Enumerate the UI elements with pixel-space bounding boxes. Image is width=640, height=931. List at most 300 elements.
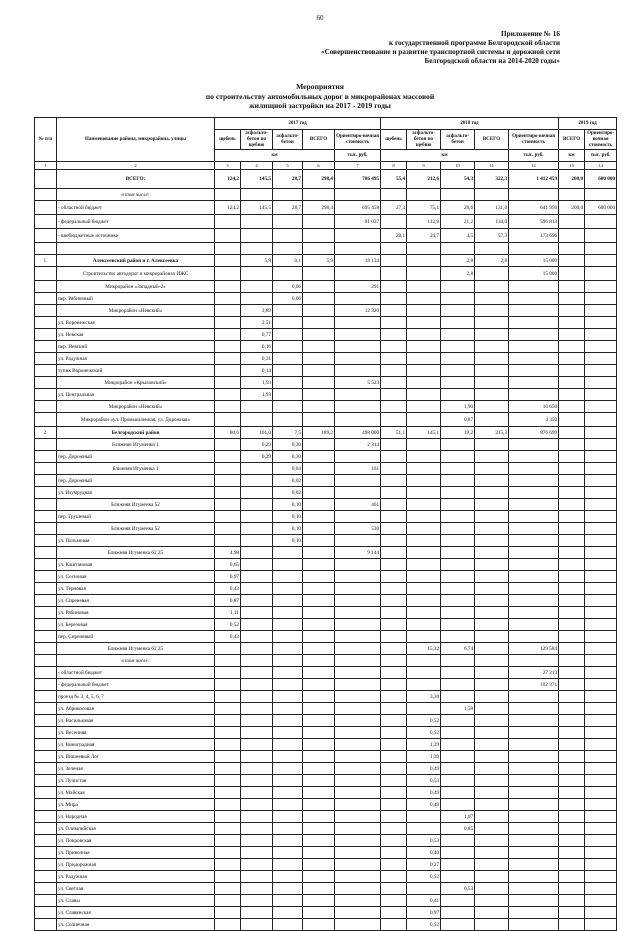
- table-row: [35, 859, 617, 871]
- value-cell: [335, 739, 381, 751]
- value-cell: [559, 871, 585, 883]
- value-cell: [273, 883, 303, 895]
- row-name-cell: - областной бюджет: [57, 667, 215, 679]
- value-cell: [381, 775, 407, 787]
- value-cell: [585, 643, 617, 655]
- value-cell: [585, 871, 617, 883]
- value-cell: [381, 463, 407, 475]
- value-cell: 0,87: [441, 413, 475, 427]
- value-cell: [585, 377, 617, 389]
- header-asphalt: асфальто-бетон: [441, 130, 475, 150]
- value-cell: 0,43: [215, 583, 241, 595]
- row-number-cell: [35, 401, 57, 413]
- value-cell: [441, 439, 475, 451]
- value-cell: [509, 341, 559, 353]
- value-cell: [585, 215, 617, 229]
- value-cell: [585, 859, 617, 871]
- value-cell: [559, 305, 585, 317]
- value-cell: [215, 463, 241, 475]
- value-cell: [585, 811, 617, 823]
- value-cell: [509, 451, 559, 463]
- value-cell: [335, 535, 381, 547]
- value-cell: [559, 487, 585, 499]
- title-line: жилищной застройки на 2017 - 2019 годы: [249, 101, 391, 110]
- value-cell: [303, 535, 335, 547]
- table-row: [35, 607, 617, 619]
- value-cell: [241, 523, 273, 535]
- value-cell: 1,58: [441, 703, 475, 715]
- value-cell: [303, 389, 335, 401]
- value-cell: [585, 511, 617, 523]
- value-cell: 1 412 459: [509, 170, 559, 189]
- row-number-cell: [35, 293, 57, 305]
- value-cell: [407, 377, 441, 389]
- value-cell: [509, 243, 559, 255]
- value-cell: 0,49: [407, 787, 441, 799]
- value-cell: [475, 389, 509, 401]
- value-cell: 173 696: [509, 229, 559, 243]
- value-cell: 298,4: [303, 201, 335, 215]
- value-cell: 0,49: [407, 763, 441, 775]
- value-cell: [381, 679, 407, 691]
- value-cell: [407, 679, 441, 691]
- value-cell: [381, 787, 407, 799]
- value-cell: [407, 499, 441, 511]
- value-cell: [585, 281, 617, 293]
- value-cell: [475, 619, 509, 631]
- table-row: [35, 215, 617, 229]
- table-row: [35, 451, 617, 463]
- value-cell: [585, 341, 617, 353]
- value-cell: [335, 787, 381, 799]
- row-number-cell: [35, 499, 57, 511]
- value-cell: [475, 727, 509, 739]
- value-cell: [303, 523, 335, 535]
- value-cell: 1,93: [241, 389, 273, 401]
- value-cell: [509, 907, 559, 919]
- value-cell: [215, 667, 241, 679]
- value-cell: [407, 571, 441, 583]
- value-cell: [273, 317, 303, 329]
- value-cell: [381, 883, 407, 895]
- value-cell: 0,10: [273, 535, 303, 547]
- value-cell: 0,85: [441, 823, 475, 835]
- value-cell: [559, 229, 585, 243]
- value-cell: [441, 655, 475, 667]
- value-cell: [407, 655, 441, 667]
- value-cell: [215, 229, 241, 243]
- value-cell: [585, 451, 617, 463]
- value-cell: [441, 631, 475, 643]
- value-cell: [475, 583, 509, 595]
- value-cell: 75,1: [407, 201, 441, 215]
- value-cell: [303, 451, 335, 463]
- appendix-line: к государственной программе Белгородской области: [389, 39, 560, 47]
- value-cell: [273, 823, 303, 835]
- value-cell: 145,5: [241, 170, 273, 189]
- value-cell: [215, 679, 241, 691]
- value-cell: [441, 715, 475, 727]
- value-cell: 1,90: [441, 401, 475, 413]
- value-cell: [475, 451, 509, 463]
- value-cell: [559, 365, 585, 377]
- row-number-cell: [35, 535, 57, 547]
- value-cell: [303, 401, 335, 413]
- value-cell: [559, 787, 585, 799]
- value-cell: [215, 883, 241, 895]
- value-cell: [559, 595, 585, 607]
- value-cell: [335, 559, 381, 571]
- row-name-cell: Микрорайон «Западный-2»: [57, 281, 215, 293]
- header-total: ВСЕГО: [475, 130, 509, 150]
- value-cell: [441, 571, 475, 583]
- value-cell: 0,87: [215, 595, 241, 607]
- table-row: [35, 499, 617, 511]
- value-cell: 27 213: [509, 667, 559, 679]
- table-row: [35, 571, 617, 583]
- value-cell: 0,10: [273, 511, 303, 523]
- value-cell: [475, 871, 509, 883]
- header-unit-rub: тыс. руб.: [509, 150, 559, 162]
- value-cell: [241, 823, 273, 835]
- value-cell: [475, 631, 509, 643]
- value-cell: 200,0: [559, 201, 585, 215]
- value-cell: [241, 401, 273, 413]
- table-row: [35, 189, 617, 201]
- table-row: [35, 715, 617, 727]
- value-cell: [407, 595, 441, 607]
- value-cell: 0,53: [441, 883, 475, 895]
- value-cell: [441, 847, 475, 859]
- value-cell: [585, 727, 617, 739]
- value-cell: [381, 619, 407, 631]
- header-total: ВСЕГО: [303, 130, 335, 150]
- value-cell: [441, 353, 475, 365]
- value-cell: [585, 267, 617, 281]
- value-cell: [509, 727, 559, 739]
- value-cell: [475, 281, 509, 293]
- value-cell: [475, 377, 509, 389]
- row-number-cell: [35, 811, 57, 823]
- value-cell: [509, 583, 559, 595]
- value-cell: [335, 643, 381, 655]
- value-cell: [381, 595, 407, 607]
- value-cell: [335, 823, 381, 835]
- value-cell: [241, 499, 273, 511]
- table-row: [35, 475, 617, 487]
- value-cell: [585, 523, 617, 535]
- row-name-cell: [57, 243, 215, 255]
- value-cell: [303, 377, 335, 389]
- value-cell: 6,74: [441, 643, 475, 655]
- column-index-cell: 13: [559, 162, 585, 170]
- value-cell: [381, 763, 407, 775]
- value-cell: [273, 607, 303, 619]
- value-cell: [273, 583, 303, 595]
- value-cell: [475, 487, 509, 499]
- value-cell: [303, 463, 335, 475]
- value-cell: [407, 293, 441, 305]
- row-number-cell: [35, 511, 57, 523]
- row-number-cell: [35, 775, 57, 787]
- value-cell: [475, 787, 509, 799]
- value-cell: [407, 389, 441, 401]
- value-cell: [441, 691, 475, 703]
- value-cell: [559, 353, 585, 365]
- value-cell: [303, 739, 335, 751]
- value-cell: [407, 559, 441, 571]
- value-cell: 102 371: [509, 679, 559, 691]
- value-cell: [335, 595, 381, 607]
- value-cell: [381, 607, 407, 619]
- value-cell: [475, 329, 509, 341]
- row-number-cell: [35, 413, 57, 427]
- value-cell: [241, 883, 273, 895]
- value-cell: [585, 703, 617, 715]
- value-cell: [215, 475, 241, 487]
- value-cell: [585, 835, 617, 847]
- row-number-cell: [35, 547, 57, 559]
- value-cell: 0,53: [407, 835, 441, 847]
- value-cell: [273, 377, 303, 389]
- value-cell: [273, 229, 303, 243]
- value-cell: [585, 907, 617, 919]
- value-cell: 0,52: [407, 727, 441, 739]
- value-cell: [559, 727, 585, 739]
- value-cell: 0,77: [241, 329, 273, 341]
- row-name-cell: Ближняя Игуменка 62.25: [57, 547, 215, 559]
- value-cell: [475, 317, 509, 329]
- value-cell: [273, 763, 303, 775]
- value-cell: [241, 267, 273, 281]
- value-cell: [303, 439, 335, 451]
- value-cell: [585, 365, 617, 377]
- value-cell: [273, 389, 303, 401]
- value-cell: [407, 413, 441, 427]
- row-name-cell: ул. Сиреневая: [57, 595, 215, 607]
- value-cell: [509, 389, 559, 401]
- header-asphalt: асфальто-бетон: [273, 130, 303, 150]
- value-cell: [273, 835, 303, 847]
- value-cell: [241, 655, 273, 667]
- column-index-cell: 11: [475, 162, 509, 170]
- row-name-cell: ул. Светлая: [57, 883, 215, 895]
- value-cell: [303, 727, 335, 739]
- table-row: [35, 835, 617, 847]
- value-cell: [585, 255, 617, 267]
- header-unit-rub: тыс. руб.: [335, 150, 381, 162]
- header-num: № п/п: [35, 118, 57, 162]
- value-cell: 19,2: [441, 427, 475, 439]
- value-cell: 51,1: [381, 427, 407, 439]
- value-cell: 3,89: [241, 305, 273, 317]
- value-cell: [441, 389, 475, 401]
- value-cell: [381, 547, 407, 559]
- value-cell: [509, 547, 559, 559]
- value-cell: [559, 499, 585, 511]
- value-cell: [241, 475, 273, 487]
- row-name-cell: ул. Славянская: [57, 907, 215, 919]
- value-cell: [441, 487, 475, 499]
- column-index-cell: 8: [381, 162, 407, 170]
- value-cell: 530: [335, 523, 381, 535]
- value-cell: [407, 281, 441, 293]
- table-row: [35, 305, 617, 317]
- value-cell: [303, 607, 335, 619]
- value-cell: 212,6: [407, 170, 441, 189]
- value-cell: [407, 365, 441, 377]
- row-name-cell: ул. Лучистая: [57, 775, 215, 787]
- value-cell: [509, 189, 559, 201]
- value-cell: [475, 499, 509, 511]
- value-cell: [273, 413, 303, 427]
- value-cell: [559, 281, 585, 293]
- value-cell: 291: [335, 281, 381, 293]
- value-cell: [407, 511, 441, 523]
- row-name-cell: ул. Славы: [57, 895, 215, 907]
- value-cell: [241, 511, 273, 523]
- row-number-cell: [35, 189, 57, 201]
- value-cell: [241, 871, 273, 883]
- value-cell: [273, 667, 303, 679]
- value-cell: [335, 883, 381, 895]
- value-cell: [585, 619, 617, 631]
- value-cell: [335, 907, 381, 919]
- value-cell: [381, 413, 407, 427]
- value-cell: [441, 871, 475, 883]
- value-cell: 0,14: [241, 365, 273, 377]
- value-cell: [273, 267, 303, 281]
- value-cell: [585, 535, 617, 547]
- value-cell: [559, 883, 585, 895]
- value-cell: [407, 823, 441, 835]
- value-cell: [381, 389, 407, 401]
- value-cell: 0,02: [273, 487, 303, 499]
- value-cell: 27,3: [381, 201, 407, 215]
- value-cell: [407, 317, 441, 329]
- value-cell: [273, 787, 303, 799]
- value-cell: [585, 353, 617, 365]
- value-cell: [585, 679, 617, 691]
- value-cell: [441, 799, 475, 811]
- value-cell: [509, 499, 559, 511]
- value-cell: [241, 775, 273, 787]
- value-cell: [509, 293, 559, 305]
- table-row: [35, 883, 617, 895]
- value-cell: [335, 329, 381, 341]
- value-cell: [585, 229, 617, 243]
- value-cell: 28,1: [381, 229, 407, 243]
- value-cell: [559, 413, 585, 427]
- value-cell: [441, 341, 475, 353]
- title-line: по строительству автомобильных дорог в микрорайонах массовой: [205, 91, 435, 101]
- value-cell: [303, 511, 335, 523]
- value-cell: [509, 595, 559, 607]
- value-cell: [441, 583, 475, 595]
- value-cell: [475, 847, 509, 859]
- value-cell: [241, 607, 273, 619]
- value-cell: [335, 727, 381, 739]
- row-name-cell: ул. Зеленая: [57, 763, 215, 775]
- row-number-cell: 2.: [35, 427, 57, 439]
- value-cell: [241, 919, 273, 931]
- value-cell: [241, 847, 273, 859]
- value-cell: [475, 739, 509, 751]
- value-cell: [381, 255, 407, 267]
- value-cell: 0,65: [215, 559, 241, 571]
- value-cell: [585, 427, 617, 439]
- value-cell: [509, 317, 559, 329]
- column-index-cell: 14: [585, 162, 617, 170]
- value-cell: 3,30: [407, 691, 441, 703]
- value-cell: [335, 189, 381, 201]
- value-cell: [475, 189, 509, 201]
- value-cell: [381, 631, 407, 643]
- value-cell: [559, 341, 585, 353]
- row-name-cell: пер. Рябиновый: [57, 293, 215, 305]
- value-cell: [303, 353, 335, 365]
- value-cell: [585, 631, 617, 643]
- value-cell: [585, 667, 617, 679]
- value-cell: [303, 583, 335, 595]
- value-cell: 4,98: [215, 547, 241, 559]
- value-cell: [381, 215, 407, 229]
- value-cell: [335, 583, 381, 595]
- value-cell: [335, 475, 381, 487]
- table-row: [35, 523, 617, 535]
- value-cell: [303, 499, 335, 511]
- value-cell: [303, 631, 335, 643]
- value-cell: [273, 715, 303, 727]
- value-cell: [273, 655, 303, 667]
- value-cell: [335, 847, 381, 859]
- value-cell: [381, 243, 407, 255]
- value-cell: [559, 377, 585, 389]
- value-cell: [559, 619, 585, 631]
- value-cell: [303, 679, 335, 691]
- value-cell: [303, 413, 335, 427]
- value-cell: 124,2: [215, 201, 241, 215]
- value-cell: [303, 787, 335, 799]
- value-cell: [509, 439, 559, 451]
- row-name-cell: ул. Изумрудная: [57, 487, 215, 499]
- row-number-cell: [35, 377, 57, 389]
- value-cell: 0,41: [407, 895, 441, 907]
- value-cell: [241, 811, 273, 823]
- row-number-cell: [35, 715, 57, 727]
- value-cell: [381, 643, 407, 655]
- value-cell: [441, 329, 475, 341]
- value-cell: [509, 619, 559, 631]
- value-cell: [215, 293, 241, 305]
- row-name-cell: ул. Весенняя: [57, 727, 215, 739]
- value-cell: [335, 389, 381, 401]
- value-cell: [335, 691, 381, 703]
- value-cell: [303, 281, 335, 293]
- value-cell: [559, 799, 585, 811]
- value-cell: [585, 595, 617, 607]
- roads-table: [34, 117, 617, 931]
- value-cell: [303, 847, 335, 859]
- value-cell: [475, 341, 509, 353]
- value-cell: [585, 583, 617, 595]
- value-cell: [441, 619, 475, 631]
- value-cell: [475, 365, 509, 377]
- row-number-cell: [35, 871, 57, 883]
- value-cell: 4 350: [509, 413, 559, 427]
- value-cell: [585, 413, 617, 427]
- value-cell: [475, 547, 509, 559]
